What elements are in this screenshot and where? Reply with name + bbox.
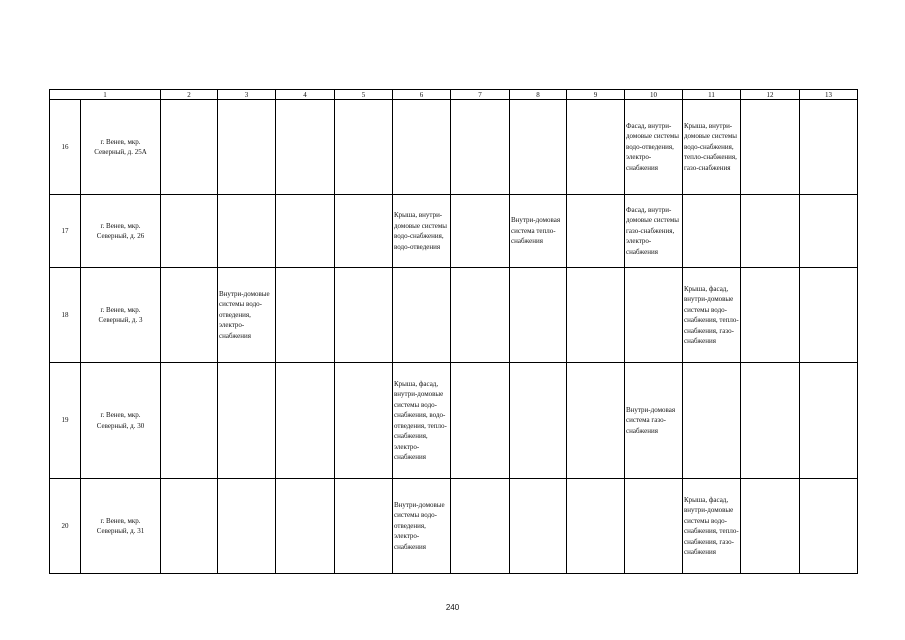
table-cell <box>335 479 393 574</box>
table-cell <box>683 363 741 479</box>
table-cell <box>276 195 335 268</box>
header-cell: 6 <box>393 90 451 100</box>
table-cell: Крыша, внутри-домовые системы водо-снабжения, тепло-снабжения, газо-снабжения <box>683 100 741 195</box>
table-cell <box>335 195 393 268</box>
table-cell <box>625 268 683 363</box>
table-row <box>50 100 858 195</box>
table-cell <box>161 268 218 363</box>
header-cell: 8 <box>510 90 567 100</box>
table-cell: Крыша, фасад, внутри-домовые системы водо-снабжения, тепло-снабжения, газо-снабжения <box>683 479 741 574</box>
row-number: 16 <box>50 100 81 195</box>
address-cell: г. Венев, мкр. Северный, д. 30 <box>81 363 161 479</box>
table-cell <box>741 195 800 268</box>
table-cell <box>161 195 218 268</box>
header-cell: 2 <box>161 90 218 100</box>
table-cell <box>218 100 276 195</box>
address-cell: г. Венев, мкр. Северный, д. 26 <box>81 195 161 268</box>
table-cell <box>276 363 335 479</box>
header-cell: 4 <box>276 90 335 100</box>
table-row <box>50 195 858 268</box>
header-cell: 7 <box>451 90 510 100</box>
table-cell <box>567 268 625 363</box>
table-cell: Внутри-домовые системы водо-отведения, электро-снабжения <box>218 268 276 363</box>
table-cell <box>276 268 335 363</box>
row-number: 17 <box>50 195 81 268</box>
table-cell <box>335 363 393 479</box>
table-row <box>50 479 858 574</box>
table-cell: Фасад, внутри-домовые системы газо-снабжения, электро-снабжения <box>625 195 683 268</box>
table-cell <box>218 363 276 479</box>
header-cell: 10 <box>625 90 683 100</box>
table-cell <box>567 195 625 268</box>
header-cell: 3 <box>218 90 276 100</box>
row-number: 18 <box>50 268 81 363</box>
table-cell <box>800 268 858 363</box>
page-number: 240 <box>445 603 460 612</box>
row-number: 19 <box>50 363 81 479</box>
table-cell: Фасад, внутри-домовые системы водо-отведения, электро-снабжения <box>625 100 683 195</box>
table-row <box>50 363 858 479</box>
table-cell <box>741 268 800 363</box>
table-cell: Крыша, фасад, внутри-домовые системы водо-снабжения, водо-отведения, тепло-снабжения, электро-снабжения <box>393 363 451 479</box>
table-cell <box>510 479 567 574</box>
table-cell <box>741 363 800 479</box>
table-cell <box>800 479 858 574</box>
header-cell: 13 <box>800 90 858 100</box>
table-cell <box>393 100 451 195</box>
header-cell: 12 <box>741 90 800 100</box>
table-cell <box>683 195 741 268</box>
header-cell: 5 <box>335 90 393 100</box>
table-cell <box>451 100 510 195</box>
table-cell <box>741 100 800 195</box>
table-cell: Крыша, фасад, внутри-домовые системы водо-снабжения, тепло-снабжения, газо-снабжения <box>683 268 741 363</box>
address-cell: г. Венев, мкр. Северный, д. 31 <box>81 479 161 574</box>
table-cell: Внутри-домовая система газо-снабжения <box>625 363 683 479</box>
table-cell <box>451 268 510 363</box>
table-cell <box>510 363 567 479</box>
table-cell <box>161 479 218 574</box>
table-cell <box>567 100 625 195</box>
address-cell: г. Венев, мкр. Северный, д. 25А <box>81 100 161 195</box>
table-cell: Внутри-домовые системы водо-отведения, электро-снабжения <box>393 479 451 574</box>
table-cell <box>567 363 625 479</box>
table-cell <box>451 363 510 479</box>
table-cell <box>393 268 451 363</box>
table-cell <box>800 195 858 268</box>
table-cell <box>276 100 335 195</box>
table-cell <box>510 268 567 363</box>
table-cell <box>161 363 218 479</box>
header-cell: 11 <box>683 90 741 100</box>
table-cell <box>800 363 858 479</box>
table-cell <box>451 195 510 268</box>
works-schedule-table <box>49 89 858 574</box>
table-cell <box>335 268 393 363</box>
table-cell <box>567 479 625 574</box>
header-cell: 1 <box>50 90 161 100</box>
table-cell <box>451 479 510 574</box>
row-number: 20 <box>50 479 81 574</box>
address-cell: г. Венев, мкр. Северный, д. 3 <box>81 268 161 363</box>
table-cell <box>276 479 335 574</box>
header-row <box>50 90 858 100</box>
table-cell <box>218 479 276 574</box>
table-cell <box>625 479 683 574</box>
table-cell <box>741 479 800 574</box>
table-cell <box>161 100 218 195</box>
table-cell: Внутри-домовая система тепло-снабжения <box>510 195 567 268</box>
table-cell <box>218 195 276 268</box>
table-cell <box>335 100 393 195</box>
table-row <box>50 268 858 363</box>
table-cell <box>800 100 858 195</box>
header-cell: 9 <box>567 90 625 100</box>
table-cell: Крыша, внутри-домовые системы водо-снабжения, водо-отведения <box>393 195 451 268</box>
table-cell <box>510 100 567 195</box>
